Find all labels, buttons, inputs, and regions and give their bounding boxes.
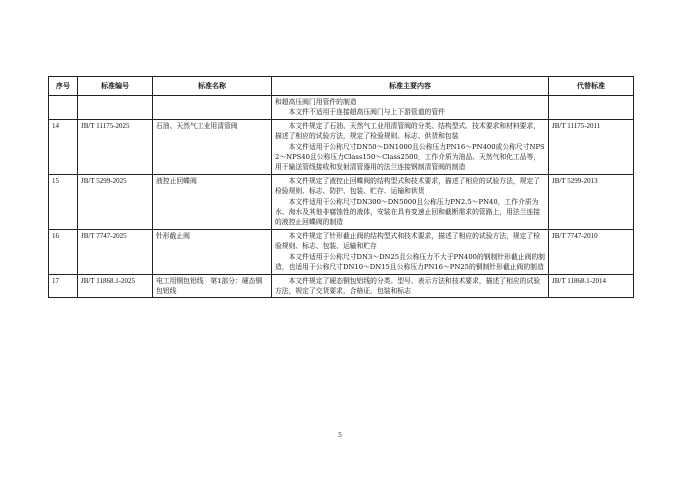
- table-row: [49, 229, 634, 274]
- cell-content: [272, 119, 549, 174]
- cell-code: JB/T 11868.1-2025: [78, 274, 153, 298]
- cell-replaced: [549, 96, 634, 120]
- header-code: 标准编号: [78, 77, 153, 96]
- cell-replaced: JB/T 11175-2011: [549, 119, 634, 174]
- header-content: 标准主要内容: [272, 77, 549, 96]
- cell-num: 15: [49, 174, 78, 229]
- header-name: 标准名称: [153, 77, 272, 96]
- cell-content: [272, 229, 549, 274]
- content-paragraph: 本文件规定了针形截止阀的结构型式和技术要求，描述了相应的试验方法，规定了检验规则、标志、包装、运输和贮存: [275, 231, 541, 251]
- cell-name: 针形截止阀: [153, 229, 272, 274]
- cell-name: [153, 96, 272, 120]
- cell-name: 石油、天然气工业用清管阀: [153, 119, 272, 174]
- cell-code: [78, 96, 153, 120]
- header-replaced: 代替标准: [549, 77, 634, 96]
- content-paragraph: 本文件适用于公称尺寸DN300～DN5000且公称压力PN2.5～PN40，工作介质为水、海水及其他非腐蚀性的液体，安装在具有变速止回和截断需求的管路上，用法兰连接的液控止回蝶阀的制造: [275, 197, 541, 227]
- cell-replaced: JB/T 11868.1-2014: [549, 274, 634, 298]
- table-row: [49, 274, 634, 298]
- cell-code: JB/T 5299-2025: [78, 174, 153, 229]
- content-paragraph: 本文件规定了石油、天然气工业用清管阀的分类、结构型式、技术要求和材料要求，描述了相应的试验方法，规定了检验规则、标志、供货和包装: [275, 121, 541, 141]
- content-paragraph: 本文件规定了硬态铜包铝线的分类、型号、表示方法和技术要求，描述了相应的试验方法，规定了交货要求，合格证、包装和标志: [275, 276, 541, 295]
- cell-num: 16: [49, 229, 78, 274]
- cell-code: JB/T 11175-2025: [78, 119, 153, 174]
- header-num: 序号: [49, 77, 78, 96]
- cell-name: 液控止回蝶阀: [153, 174, 272, 229]
- standards-table: [48, 76, 634, 298]
- content-paragraph: 和超高压阀门用管件的制造: [275, 98, 357, 106]
- cell-replaced: JB/T 7747-2010: [549, 229, 634, 274]
- cell-content: [272, 96, 549, 120]
- page-number: 5: [338, 431, 342, 439]
- cell-code: JB/T 7747-2025: [78, 229, 153, 274]
- cell-content: [272, 174, 549, 229]
- cell-num: 14: [49, 119, 78, 174]
- content-paragraph: 本文件不适用于连接超高压阀门与上下游管道的管件: [288, 108, 445, 117]
- cell-replaced: JB/T 5299-2013: [549, 174, 634, 229]
- cell-name: 电工用铜包铝线 第1部分：硬态铜包铝线: [153, 274, 272, 298]
- content-paragraph: 本文件规定了液控止回蝶阀的结构型式和技术要求，描述了相应的试验方法，规定了检验规则、标志、防护、包装、贮存、运输和供货: [275, 176, 541, 196]
- cell-num: [49, 96, 78, 120]
- content-paragraph: 本文件适用于公称尺寸DN50～DN1000且公称压力PN16～PN400或公称尺寸NPS2～NPS40且公称压力Class150～Class2500，工作介质为油品、天然气和化工品等，用于输送管线接收和发射清管器用的法兰连接钢制清管阀的制造: [275, 142, 545, 172]
- table-header-row: [49, 77, 634, 96]
- table-row-continuation: [49, 96, 634, 120]
- table-row: [49, 174, 634, 229]
- cell-content: [272, 274, 549, 298]
- content-paragraph: 本文件适用于公称尺寸DN3～DN25且公称压力不大于PN400的钢制针形截止阀的制造，也适用于公称尺寸DN10～DN15且公称压力PN16～PN25的铜制针形截止阀的制造: [275, 252, 545, 272]
- cell-num: 17: [49, 274, 78, 298]
- table-row: [49, 119, 634, 174]
